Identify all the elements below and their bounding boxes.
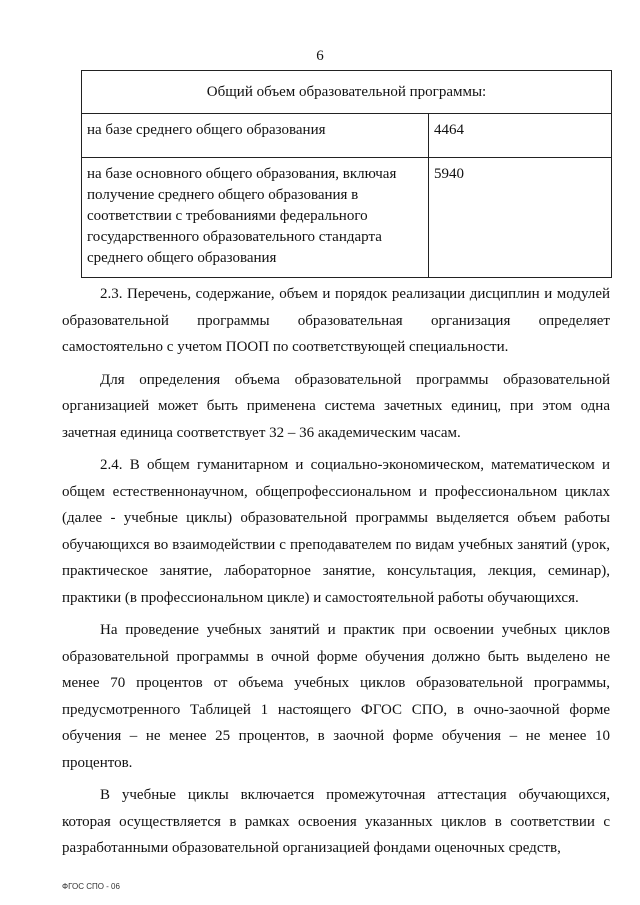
table-row — [82, 158, 612, 278]
footer-code: ФГОС СПО - 06 — [62, 882, 120, 891]
table-cell-value: 4464 — [429, 114, 612, 158]
document-body — [62, 281, 610, 868]
table-header-cell: Общий объем образовательной программы: — [82, 71, 612, 114]
paragraph-2-4: 2.4. В общем гуманитарном и социально-экономическом, математическом и общем естественнонаучном, общепрофессиональном и профессиональном циклах (далее - учебные циклы) образовательной программы выделяется объем работы обучающихся во взаимодействии с преподавателем по видам учебных занятий (урок, практическое занятие, лабораторное занятие, консультация, лекция, семинар), практики (в профессиональном цикле) и самостоятельной работы обучающихся. — [62, 457, 610, 606]
program-volume-table — [81, 70, 612, 278]
table-cell-value: 5940 — [429, 158, 612, 278]
paragraph-intermediate-assessment: В учебные циклы включается промежуточная аттестация обучающихся, которая осуществляется в рамках освоения указанных циклов в соответствии с разработанными образовательной организацией фондами оценочных средств, — [62, 787, 610, 856]
table-row — [82, 114, 612, 158]
table-cell-label: на базе среднего общего образования — [82, 114, 429, 158]
paragraph-contact-hours: На проведение учебных занятий и практик при освоении учебных циклов образовательной программы в очной форме обучения должно быть выделено не менее 70 процентов от объема учебных циклов образовательной программы, предусмотренного Таблицей 1 настоящего ФГОС СПО, в очно-заочной форме обучения – не менее 25 процентов, в заочной форме обучения – не менее 10 процентов. — [62, 622, 610, 771]
page-number: 6 — [316, 48, 324, 64]
paragraph-2-3: 2.3. Перечень, содержание, объем и порядок реализации дисциплин и модулей образовательной программы образовательная организация определяет самостоятельно с учетом ПООП по соответствующей специальности. — [62, 286, 610, 355]
paragraph-credit-units: Для определения объема образовательной программы образовательной организацией может быть применена система зачетных единиц, при этом одна зачетная единица соответствует 32 – 36 академическим часам. — [62, 371, 610, 441]
table-header-row — [82, 71, 612, 114]
table-cell-label: на базе основного общего образования, включая получение среднего общего образования в соответствии с требованиями федерального государственного образовательного стандарта среднего общего образования — [82, 158, 429, 278]
